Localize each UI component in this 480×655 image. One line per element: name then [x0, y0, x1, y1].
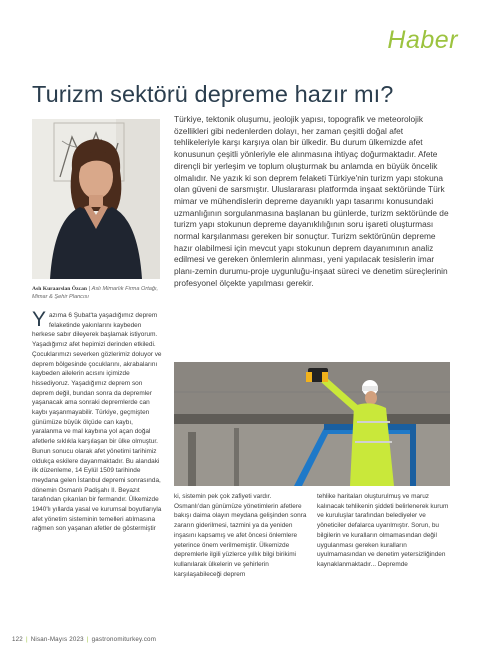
website-link[interactable]: gastronomiturkey.com	[91, 636, 157, 643]
portrait-image	[32, 119, 160, 279]
body-column-left	[32, 308, 162, 534]
author-role: Aslı Mimarlık Firma Ortağı, Mimar & Şehir Plancısı	[32, 286, 159, 300]
construction-photo	[174, 362, 450, 486]
body-text-col3: tehlike haritaları oluşturulmuş ve maruz kalınacak tehlikenin şiddeti belirlenerek kurum ve kuruluşlar tarafından belediyeler ve yöneticiler defalarca uyarılmıştır. Sorun, bu bilgilerin ve kuralların olmamasından değil uygulanması gereken kuralların uyulmamasından ve denetim yetersizliğinden kaynaklanmaktadır... Depremde	[317, 493, 449, 568]
body-text-col2: ki, sistemin pek çok zafiyeti vardır. Osmanlı'dan günümüze yönetimlerin afetlere bakışı daima olayın meydana gelişinden sonra zararın giderilmesi, tazmini ya da yeniden inşasını kapsamış ve afet öncesi önlemlere yeterince önem verilmemiştir. Ülkemizde depremlerle ilgili yüzlerce yıllık bilgi birikimi kullanılarak ülkelerin ve şehirlerin karşılaşabileceği deprem	[174, 493, 307, 578]
page-footer: 122 | Nisan-Mayıs 2023 | gastronomiturkey.com	[12, 636, 157, 643]
dropcap-letter: Y	[32, 308, 47, 331]
body-column-3	[317, 492, 450, 570]
page-number: 122	[12, 636, 23, 643]
author-name: Aslı Kuraarslan Özcan	[32, 286, 88, 292]
body-column-2	[174, 492, 307, 579]
author-credit: Aslı Kuraarslan Özcan | Aslı Mimarlık Firma Ortağı, Mimar & Şehir Plancısı	[32, 286, 159, 300]
author-portrait	[32, 119, 160, 279]
construction-image	[174, 362, 450, 486]
intro-paragraph	[174, 114, 450, 290]
body-text-left: azıma 6 Şubat'ta yaşadığımız deprem felaketinde yakınlarını kaybeden herkese sabır dileyerek başlamak istiyorum. Yaşadığımız afet hepimizi derinden etkiledi. Çocuklarımızı severken gözlerimiz doluyor ve deprem bölgesinde çocuklarını, akrabalarını kaybeden ailelerin acısını içimizde hissediyoruz. Yaşadığımız deprem son deprem değil, bundan sonra da depremler yaşanacak ama sonraki depremlerde can kaybı yaşanmayabilir. Türkiye, geçmişten günümüze büyük ölçüde can kaybı, yaralanma ve mal kaybına yol açan doğal afetlerle sıklıkla karşılaşan bir ülke olmuştur. Bunun sonucu olarak afet yönetimi tarihimiz oldukça eskilere dayanmaktadır. Bu alandaki ilk düzenleme, 14 Eylül 1509 tarihinde meydana gelen İstanbul depremi sonrasında, dönemin Osmanlı Padişahı II. Beyazıt tarafından çıkarılan bir fermandır. Ülkemizde 1940'lı yıllarda yasal ve kurumsal boyutlarıyla afet yönetim sisteminin temelleri atılmasına rağmen son yaşanan afetler de göstermiştir	[32, 312, 162, 533]
page-title: Turizm sektörü depreme hazır mı?	[32, 81, 394, 107]
issue-date: Nisan-Mayıs 2023	[30, 636, 84, 643]
section-tag: Haber	[387, 26, 458, 54]
intro-text: Türkiye, tektonik oluşumu, jeolojik yapısı, topografik ve meteorolojik özellikleri gibi nedenlerden dolayı, her zaman çeşitli doğal afet tehlikeleriyle karşı karşıya olan bir ülkedir. Bu durum ülkemizde afet konusunun çeşitli yönleriyle ele alınmasına ihtiyaç doğurmaktadır. Afete dirençli bir yerleşim ve toplum oluşturmak bu anlamda en büyük öncelik olmalıdır. Ne yazık ki son deprem felaketi Türkiye'nin turizm yapı stokuna olan güveni de sarsmıştır. Uluslararası platformda inşaat sektöründe Türk mimar ve mühendislerin depreme dayanıklı yapı tasarımı konusundaki uzmanlığının sorgulanmasına başlanan bu günlerde, turizm sektöründe de turizm yapı stokunun depreme dayanıklılığının soru işareti oluşturması normal karşılanması gereken bir sonuçtur. Turizm sektörünün depreme hazır olabilmesi için mevcut yapı stokunun deprem dayanımının analiz edilmesi ve gereken önlemlerin alınması, yeni yapılacak tesislerin imar planı-zemin durumu-proje uygunluğu-inşaat süreci ve denetim süreçlerinin profesyonel ölçekte yapılması gerekir.	[174, 114, 449, 288]
